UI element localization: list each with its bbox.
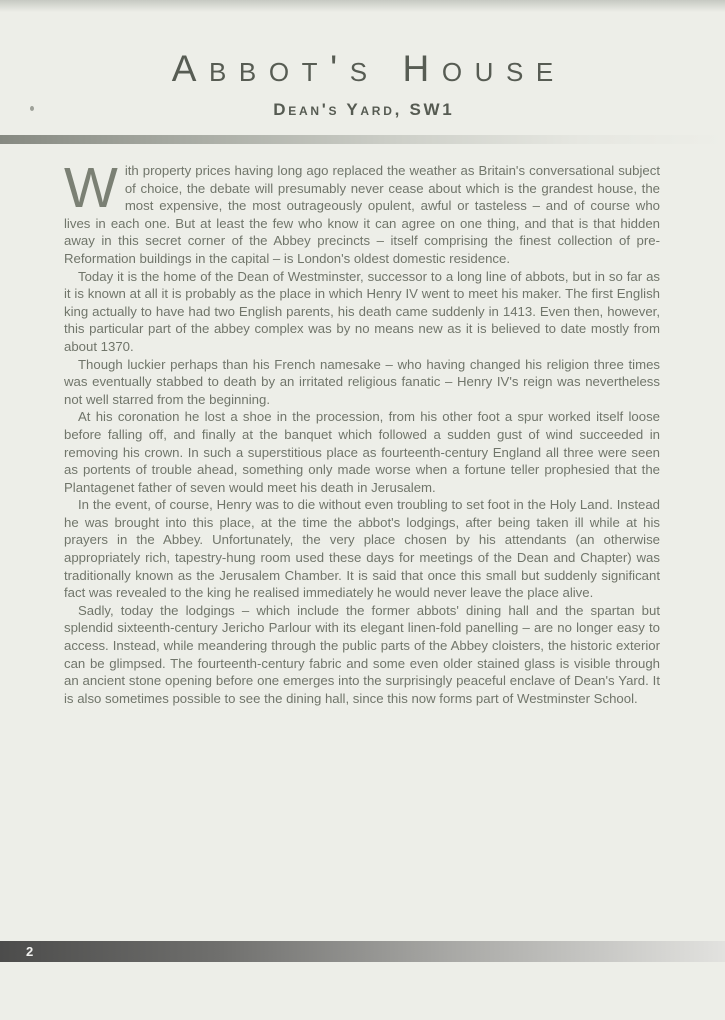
drop-cap: W (64, 156, 118, 220)
paragraph: Sadly, today the lodgings – which include the former abbots' dining hall and the spartan but splendid sixteenth-century Jericho Parlour with its elegant linen-fold panelling – are no longer easy to access. Instead, while meandering through the public parts of the Abbey cloisters, the historic exterior can be glimpsed. The fourteenth-century fabric and some even older stained glass is visible through an ancient stone opening before one emerges into the surprisingly peaceful enclave of Dean's Yard. It is also sometimes possible to see the dining hall, since this now forms part of Westminster School. (64, 602, 660, 706)
page-title: Abbot's House (171, 48, 566, 89)
page-subtitle: Dean's Yard, SW1 (273, 100, 455, 119)
footer-gradient-bar (0, 941, 725, 962)
paragraph: At his coronation he lost a shoe in the procession, from his other foot a spur worked itself loose before falling off, and finally at the banquet which followed a sudden gust of wind succeeded in removing his crown. In such a superstitious place as fourteenth-century England all three were seen as portents of trouble ahead, something only made worse when a fortune teller prophesied that the Plantagenet father of seven would meet his death in Jerusalem. (64, 409, 660, 495)
page-header (0, 0, 725, 144)
paragraph: In the event, of course, Henry was to die without even troubling to set foot in the Holy Land. Instead he was brought into this place, at the time the abbot's lodgings, after being taken ill while at his prayers in the Abbey. Unfortunately, the very place chosen by his attendants (an otherwise appropriately rich, tapestry-hung room used these days for meetings of the Dean and Chapter) was traditionally known as the Jerusalem Chamber. It is said that once this small but suddenly significant fact was revealed to the king he realised immediately he would never leave the place alive. (64, 497, 660, 601)
article-body (64, 156, 660, 707)
page-number: 2 (26, 944, 34, 959)
paragraph: Though luckier perhaps than his French namesake – who having changed his religion three times was eventually stabbed to death by an irritated religious fanatic – Henry IV's reign was nevertheless not well starred from the beginning. (64, 356, 660, 407)
gradient-divider (0, 135, 725, 144)
paragraph: Today it is the home of the Dean of Westminster, successor to a long line of abbots, but in so far as it is known at all it is probably as the place in which Henry IV went to meet his maker. The first English king actually to have had two English parents, his death came suddenly in 1413. Even then, however, this particular part of the abbey complex was by no means new as it is believed to date mostly from about 1370. (64, 268, 660, 354)
paragraph: ith property prices having long ago replaced the weather as Britain's conversational subject of choice, the debate will presumably never cease about which is the grandest house, the most expensive, the most outrageously opulent, awful or tasteless – and of course who lives in each one. But at least the few who know it can agree on one thing, and that is that hidden away in this secret corner of the Abbey precincts – itself comprising the finest collection of pre-Reformation buildings in the capital – is London's oldest domestic residence. (64, 163, 660, 266)
